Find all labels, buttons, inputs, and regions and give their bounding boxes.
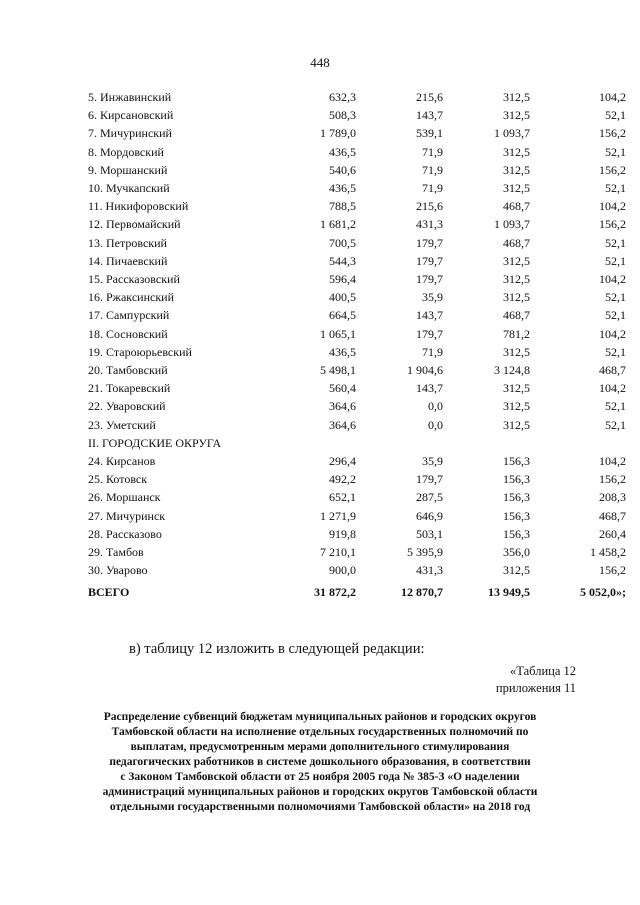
cell-value: 7 210,1 — [320, 545, 356, 560]
cell-value: 156,2 — [599, 217, 626, 232]
cell-value: 215,6 — [416, 90, 443, 104]
cell-value: 52,1 — [605, 144, 626, 159]
table-row — [88, 452, 626, 470]
heading-line: Тамбовской области на исполнение отдельных государственных полномочий по — [111, 726, 529, 738]
table-row — [88, 234, 626, 252]
cell-value: 3 124,8 — [494, 363, 530, 378]
cell-name: ВСЕГО — [88, 585, 130, 600]
cell-value: 400,5 — [329, 290, 356, 305]
cell-value: 312,5 — [503, 417, 530, 432]
cell-value: 156,2 — [599, 563, 626, 578]
cell-name: 8. Мордовский — [88, 144, 164, 159]
table-row — [88, 179, 626, 197]
cell-value: 788,5 — [329, 199, 356, 214]
table-row — [88, 161, 626, 179]
cell-value: 52,1 — [605, 290, 626, 305]
cell-value: 1 065,1 — [320, 326, 356, 341]
cell-name: 5. Инжавинский — [88, 90, 172, 104]
table-row — [88, 215, 626, 233]
cell-value: 0,0 — [428, 417, 443, 432]
table-row — [88, 561, 626, 579]
cell-value: 468,7 — [599, 508, 626, 523]
cell-value: 781,2 — [503, 326, 530, 341]
section-title: II. ГОРОДСКИЕ ОКРУГА — [88, 435, 222, 450]
cell-value: 1 789,0 — [320, 126, 356, 141]
heading-line: выплатам, предусмотренным мерами дополнительного стимулирования — [130, 741, 510, 753]
cell-value: 71,9 — [422, 181, 443, 196]
cell-value: 364,6 — [329, 417, 356, 432]
table-row — [88, 379, 626, 397]
table-row — [88, 197, 626, 215]
cell-value: 179,7 — [416, 235, 443, 250]
cell-value: 468,7 — [503, 235, 530, 250]
cell-value: 919,8 — [329, 526, 356, 541]
table-row — [88, 525, 626, 543]
cell-value: 35,9 — [422, 290, 443, 305]
cell-value: 492,2 — [329, 472, 356, 487]
cell-value: 156,2 — [599, 162, 626, 177]
cell-value: 312,5 — [503, 144, 530, 159]
table-row — [88, 143, 626, 161]
cell-value: 52,1 — [605, 253, 626, 268]
cell-value: 156,2 — [599, 472, 626, 487]
cell-value: 287,5 — [416, 490, 443, 505]
cell-value: 179,7 — [416, 253, 443, 268]
cell-name: 9. Моршанский — [88, 162, 168, 177]
cell-value: 104,2 — [599, 326, 626, 341]
cell-value: 179,7 — [416, 472, 443, 487]
cell-value: 312,5 — [503, 108, 530, 123]
cell-value: 312,5 — [503, 90, 530, 104]
cell-value: 71,9 — [422, 144, 443, 159]
cell-name: 7. Мичуринский — [88, 126, 172, 141]
cell-name: 24. Кирсанов — [88, 454, 156, 469]
cell-value: 143,7 — [416, 108, 443, 123]
cell-value: 508,3 — [329, 108, 356, 123]
table-row — [88, 488, 626, 506]
table-row — [88, 343, 626, 361]
cell-value: 632,3 — [329, 90, 356, 104]
subvention-table — [88, 88, 626, 605]
table-ref-line: «Таблица 12 — [510, 664, 576, 678]
cell-value: 104,2 — [599, 454, 626, 469]
table-ref-line: приложения 11 — [495, 681, 576, 695]
cell-value: 104,2 — [599, 199, 626, 214]
cell-value: 156,3 — [503, 472, 530, 487]
cell-name: 28. Рассказово — [88, 526, 162, 541]
cell-value: 436,5 — [329, 181, 356, 196]
heading-line: Распределение субвенций бюджетам муниципальных районов и городских округов — [103, 711, 537, 723]
cell-name: 6. Кирсановский — [88, 108, 174, 123]
cell-value: 312,5 — [503, 399, 530, 414]
cell-name: 15. Рассказовский — [88, 272, 180, 287]
cell-value: 312,5 — [503, 181, 530, 196]
cell-value: 468,7 — [503, 199, 530, 214]
cell-value: 468,7 — [599, 363, 626, 378]
cell-value: 646,9 — [416, 508, 443, 523]
cell-value: 596,4 — [329, 272, 356, 287]
cell-value: 52,1 — [605, 399, 626, 414]
cell-name: 30. Уварово — [88, 563, 148, 578]
cell-value: 652,1 — [329, 490, 356, 505]
cell-value: 356,0 — [503, 545, 530, 560]
cell-name: 12. Первомайский — [88, 217, 181, 232]
table-row — [88, 88, 626, 106]
cell-value: 208,3 — [599, 490, 626, 505]
cell-value: 143,7 — [416, 381, 443, 396]
cell-value: 143,7 — [416, 308, 443, 323]
cell-value: 312,5 — [503, 381, 530, 396]
cell-name: 10. Мучкапский — [88, 181, 170, 196]
table-reference — [380, 663, 576, 697]
cell-value: 35,9 — [422, 454, 443, 469]
section-row — [88, 434, 626, 452]
cell-name: 13. Петровский — [88, 235, 167, 250]
cell-value: 5 498,1 — [320, 363, 356, 378]
cell-value: 312,5 — [503, 344, 530, 359]
cell-value: 156,3 — [503, 454, 530, 469]
cell-value: 5 052,0»; — [580, 585, 626, 600]
table-row — [88, 543, 626, 561]
cell-value: 52,1 — [605, 344, 626, 359]
cell-value: 436,5 — [329, 144, 356, 159]
cell-name: 26. Моршанск — [88, 490, 161, 505]
cell-value: 104,2 — [599, 90, 626, 104]
cell-value: 431,3 — [416, 563, 443, 578]
cell-value: 312,5 — [503, 253, 530, 268]
cell-value: 156,3 — [503, 508, 530, 523]
table-heading — [80, 710, 560, 815]
cell-value: 900,0 — [329, 563, 356, 578]
cell-value: 215,6 — [416, 199, 443, 214]
heading-line: отдельными государственными полномочиями Тамбовской области» на 2018 год — [109, 801, 531, 813]
table-row — [88, 288, 626, 306]
cell-name: 17. Сампурский — [88, 308, 170, 323]
cell-value: 52,1 — [605, 181, 626, 196]
cell-value: 156,3 — [503, 526, 530, 541]
cell-value: 364,6 — [329, 399, 356, 414]
cell-value: 52,1 — [605, 308, 626, 323]
cell-value: 104,2 — [599, 381, 626, 396]
table-row — [88, 124, 626, 142]
cell-name: 20. Тамбовский — [88, 363, 168, 378]
total-row — [88, 579, 626, 605]
table-row — [88, 252, 626, 270]
table-row — [88, 397, 626, 415]
cell-value: 52,1 — [605, 108, 626, 123]
cell-value: 312,5 — [503, 290, 530, 305]
cell-value: 179,7 — [416, 326, 443, 341]
cell-value: 539,1 — [416, 126, 443, 141]
cell-value: 544,3 — [329, 253, 356, 268]
cell-value: 52,1 — [605, 235, 626, 250]
cell-value: 1 271,9 — [320, 508, 356, 523]
cell-value: 700,5 — [329, 235, 356, 250]
cell-value: 1 458,2 — [590, 545, 626, 560]
heading-line: с Законом Тамбовской области от 25 ноября 2005 года № 385-З «О наделении — [120, 771, 520, 783]
table-row — [88, 306, 626, 324]
cell-value: 260,4 — [599, 526, 626, 541]
table-row — [88, 416, 626, 434]
cell-name: 22. Уваровский — [88, 399, 166, 414]
table-row — [88, 507, 626, 525]
page-number: 448 — [310, 55, 330, 70]
cell-value: 1 093,7 — [494, 126, 530, 141]
cell-value: 312,5 — [503, 162, 530, 177]
table-row — [88, 470, 626, 488]
cell-value: 5 395,9 — [407, 545, 443, 560]
cell-name: 23. Уметский — [88, 417, 156, 432]
cell-value: 664,5 — [329, 308, 356, 323]
cell-name: 11. Никифоровский — [88, 199, 189, 214]
cell-value: 71,9 — [422, 344, 443, 359]
cell-name: 16. Ржаксинский — [88, 290, 174, 305]
cell-value: 312,5 — [503, 272, 530, 287]
cell-value: 156,3 — [503, 490, 530, 505]
cell-name: 14. Пичаевский — [88, 253, 168, 268]
cell-value: 1 093,7 — [494, 217, 530, 232]
cell-value: 52,1 — [605, 417, 626, 432]
cell-name: 18. Сосновский — [88, 326, 168, 341]
cell-value: 12 870,7 — [401, 585, 443, 600]
heading-line: педагогических работников в системе дошкольного образования, в соответствии — [109, 756, 531, 768]
cell-name: 19. Староюрьевский — [88, 344, 192, 359]
cell-name: 29. Тамбов — [88, 545, 144, 560]
cell-value: 431,3 — [416, 217, 443, 232]
table-row — [88, 106, 626, 124]
cell-value: 31 872,2 — [314, 585, 356, 600]
cell-value: 436,5 — [329, 344, 356, 359]
cell-value: 296,4 — [329, 454, 356, 469]
cell-name: 27. Мичуринск — [88, 508, 166, 523]
table-row — [88, 270, 626, 288]
cell-value: 13 949,5 — [488, 585, 530, 600]
table-row — [88, 325, 626, 343]
cell-value: 503,1 — [416, 526, 443, 541]
cell-name: 21. Токаревский — [88, 381, 171, 396]
cell-value: 156,2 — [599, 126, 626, 141]
cell-value: 540,6 — [329, 162, 356, 177]
cell-value: 104,2 — [599, 272, 626, 287]
cell-name: 25. Котовск — [88, 472, 148, 487]
table-row — [88, 361, 626, 379]
heading-line: администраций муниципальных районов и городских округов Тамбовской области — [102, 786, 538, 798]
cell-value: 1 681,2 — [320, 217, 356, 232]
cell-value: 468,7 — [503, 308, 530, 323]
cell-value: 0,0 — [428, 399, 443, 414]
cell-value: 179,7 — [416, 272, 443, 287]
cell-value: 1 904,6 — [407, 363, 443, 378]
cell-value: 560,4 — [329, 381, 356, 396]
cell-value: 71,9 — [422, 162, 443, 177]
cell-value: 312,5 — [503, 563, 530, 578]
instruction-text: в) таблицу 12 изложить в следующей редакции: — [129, 641, 425, 657]
